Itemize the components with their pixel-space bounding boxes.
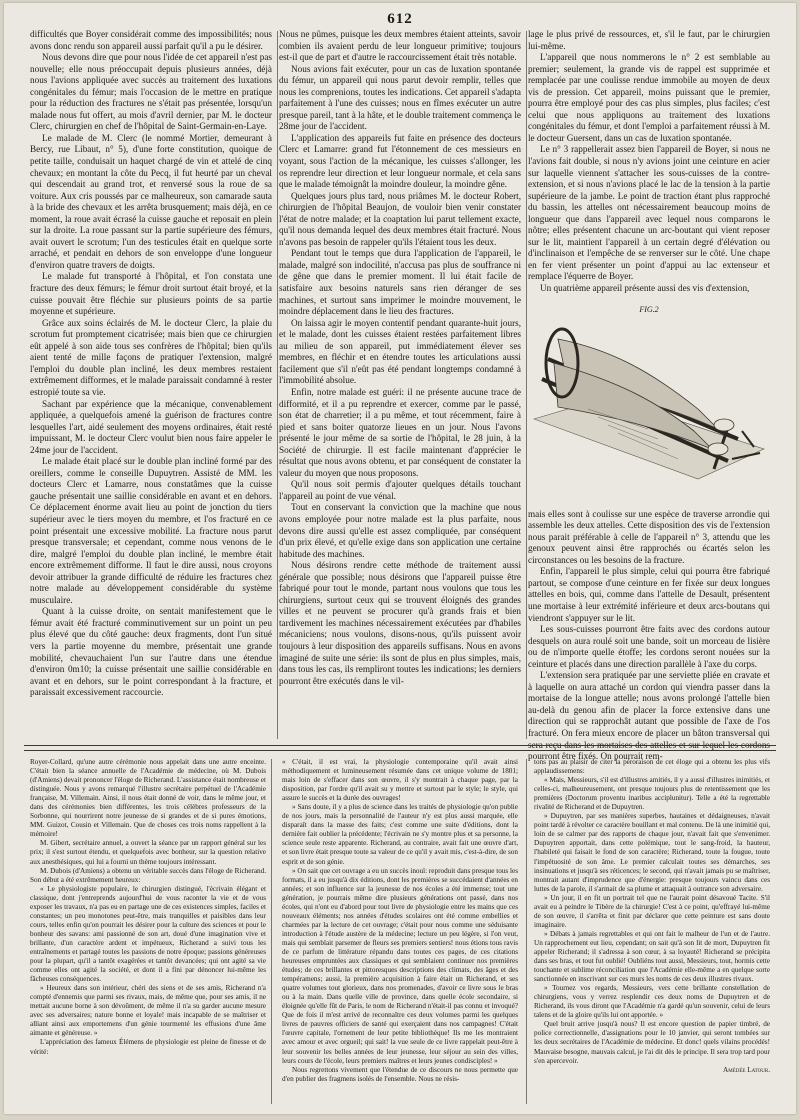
figure-label: FIG.2 [639, 304, 659, 314]
feuilleton-section [30, 758, 770, 1104]
page-number: 612 [387, 11, 413, 27]
article-column-2 [279, 29, 521, 741]
paragraph: Le malade fut transporté à l'hôpital, et l'on constata une fracture des deux fémurs; le fémur droit surtout était broyé, et la cuisse pouvait être fléchie sur plusieurs points de sa partie moyenne et supérieure. [30, 271, 272, 317]
paragraph: Grâce aux soins éclairés de M. le docteur Clerc, la plaie du scrotum fut promptement cicatrisée; mais bien que ce chirurgien eût appelé à son aide tous ses confrères de l'hôpital; bien qu'ils aient tenté de mille façons de pratiquer l'extension, malgré l'emploi du double plan incliné, les deux membres restaient extrêmement difformes, et le malade paraissait condamné à rester estropié toute sa vie. [30, 317, 272, 397]
paragraph: « C'était, il est vrai, la physiologie contemporaine qu'il avait ainsi méthodiquement et lumineusement résumée dans cet unique volume de 1801; mais loin de s'effacer dans son œuvre, il s'y montrait à chaque page, par la disposition, par l'ordre qu'il avait su y mettre et surtout par le style; le style, qui assure le succès et la durée des ouvrages! [282, 758, 518, 803]
paragraph: L'extension sera pratiquée par une serviette pliée en cravate et à laquelle on aura attaché un cordon qui viendra passer dans la mortaise de la longue attelle; nous avons prolongé l'attelle bien au-delà du genou afin de placer la force extensive dans une direction qui se rapprochât autant que possible de l'axe de l'os fracturé. On fera mieux encore de placer un bâton transversal qui sera reçu dans les mortaises des attelles et sur lequel les cordons pourront être fixés. On pourrait rem- [528, 670, 770, 762]
section-divider [24, 745, 776, 751]
paragraph: Quant à la cuisse droite, on sentait manifestement que le fémur avait été fracturé comminutivement sur un point un peu plus élevé que du côté gauche: deux fragments, dont l'un situé vers la partie moyenne du membre, présentait une grande mobilité, chevauchaient l'un sur l'autre dans une étendue d'environ 0m10; la cuisse présentait une saillie considérable en avant et en dehors, sur le point correspondant à la fracture, et paraissait excessivement raccourcie. [30, 606, 272, 698]
feuilleton-column-1 [30, 758, 266, 1104]
leg-splint-illustration [528, 299, 770, 505]
paragraph: L'application des appareils fut faite en présence des docteurs Clerc et Lamarre: grand fut l'étonnement de ces messieurs en voyant, sous l'action de la mécanique, les cuisses s'allonger, les os reprendre leur direction et leur longueur normale, et cela sans que le malade témoignât la moindre douleur, la moindre gêne. [279, 132, 521, 190]
paragraph: Quel bruit arrive jusqu'à nous? Il est encore question de papier timbré, de police correctionnelle, d'assignations pour le 10 janvier, qui seront tombées sur les deux secrétaires de l'Académie de médecine. Et donc! quels vilains procédés! Mauvaise besogne, mauvais calcul, je l'ai dit dès le principe. Il sera trop tard pour s'en apercevoir. [534, 1020, 770, 1065]
paragraph: » Tournez vos regards, Messieurs, vers cette brillante constellation de chirurgiens, vous y verrez resplendir ces deux noms de Dupuytren et de Richerand, ils vous diront que l'Académie n'a gardé qu'un souvenir, celui de leurs talens et de la gloire qu'ils lui ont apportée. » [534, 984, 770, 1020]
paragraph: Le malade de M. Clerc (le nommé Mortier, demeurant à Bercy, rue Libaut, n° 5), d'une forte constitution, quoique de petite taille, conduisait un haquet chargé de vin et attelé de cinq chevaux; en montant la côte du Pecq, il fut heurté par un cheval qui descendait au grand trot, et renversé sous la roue de sa voiture. Aux cris poussés par ce malheureux, son camarade sauta à la bride des chevaux et les arrêta brusquement; mais déjà, en ce moment, la roue avait écrasé la cuisse gauche et reposait en plein sur la droite. La roue passant sur la partie supérieure des fémurs, avait ouvert le scrotum; l'un des testicules était en quelque sorte arraché, et pendait en dehors de son enveloppe d'une longueur d'environ quatre travers de doigts. [30, 132, 272, 270]
paragraph: Nous ne pûmes, puisque les deux membres étaient atteints, savoir combien ils avaient perdu de leur longueur primitive; toujours est-il que de part et d'autre le raccourcissement était très notable. [279, 29, 521, 63]
paragraph: Pendant tout le temps que dura l'application de l'appareil, le malade, malgré son indocilité, n'accusa pas plus de souffrance ni de gêne que dans le premier moment. Il lui était facile de satisfaire aux besoins naturels sans rien déranger de ses machines, et surtout sans imprimer le moindre mouvement, le moindre déplacement dans le lieu des fractures. [279, 248, 521, 317]
paragraph: Nous regrettons vivement que l'étendue de ce discours ne nous permette que d'en publier des fragmens isolés de l'ensemble. Nous ne résis- [282, 1065, 518, 1083]
paragraph: On laissa agir le moyen contentif pendant quarante-huit jours, et le malade, dont les cuisses étaient restées parfaitement libres au milieu de son appareil, put immédiatement élever ses membres, en fléchir et en étendre toutes les articulations aussi facilement que s'il n'eût pas été pendant longtemps condamné à l'immobilité absolue. [279, 317, 521, 386]
paragraph: Sachant par expérience que la mécanique, convenablement appliquée, a quelquefois amené la guérison de fractures contre lesquelles l'art, aidé seulement des moyens ordinaires, était resté impuissant, M. le docteur Clerc voulut bien nous faire appeler le 24me jour de l'accident. [30, 398, 272, 455]
paragraph: Enfin, notre malade est guéri: il ne présente aucune trace de difformité, et il a pu reprendre et exercer, comme par le passé, son état de charretier; il a pu même, et tout récemment, faire à pied et sans boiter quatorze lieues en un jour. Nous l'avons présenté le jour même de sa sortie de l'hôpital, le 28 juin, à la Société de chirurgie. Il est facile maintenant d'apprécier le résultat que nous avons obtenu, et par conséquent de constater la valeur du moyen que nous proposons. [279, 386, 521, 478]
paragraph: Qu'il nous soit permis d'ajouter quelques détails touchant l'appareil au point de vue vénal. [279, 479, 521, 501]
paragraph: Nous devons dire que pour nous l'idée de cet appareil n'est pas nouvelle; elle nous préoccupait depuis plusieurs années, déjà nous l'avions appliquée avec succès au traitement des luxations congénitales du fémur; mais l'occasion de le mettre en pratique pour la réduction des fractures ne s'était pas présentée, lorsqu'un malade nous fut offert, au mois d'avril dernier, par M. le docteur Clerc, chirurgien en chef de l'hôpital de Saint-Germain-en-Laye. [30, 52, 272, 132]
paragraph: Nous désirons rendre cette méthode de traitement aussi générale que possible; nous désirons que l'appareil puisse être fabriqué pour tout le monde, partant nous voulons que tous les chirurgiens, surtout ceux qui se trouvent éloignés des grandes villes et ne peuvent se procurer qu'à grands frais et bien tardivement les machines nécessairement exécutées par d'habiles mécaniciens; nous voulons, disons-nous, qu'ils puissent avoir toujours à leur disposition des appareils suffisans. Nous en avons imaginé de suite une série: ils sont de plus en plus simples, mais, dans tous les cas, ils rempliront toutes les indications; les derniers pourront être exécutés dans le vil- [279, 560, 521, 686]
paragraph: » On sait que cet ouvrage a eu un succès inouï: reproduit dans presque tous les formats, il a eu jusqu'à dix éditions, dont les premières se succédaient d'années en années; et son influence sur la jeunesse de nos écoles a été immense; tout une génération, je pourrais même dire plusieurs générations ont passé, dans nos écoles, qui n'ont eu d'abord pour tout livre de physiologie entre les mains que ces nouveaux éléments; nos années d'études scolaires ont été comme embellies et charmées par la lecture de cet ouvrage; c'était pour nous comme une séduisante introduction à l'étude austère de la médecine; lecture un peu légère, si l'on veut, mais qui semblait parsemer de fleurs ses premiers sentiers! nous étions tous ravis de ce parfum de littérature répandu dans toutes ces pages, de ces citations heureuses empruntées aux classiques et qui semblaient continuer nos premières études; de ces brillantes et pittoresques descriptions des climats, des âges et des tempéramens; aussi, la première acquisition à faire était un Richerand, et ses quatre volumes tout glorieux, dans nos promenades, d'avoir ce livre sous le bras ou à la main. Dans quelle ville de province, dans quelle école secondaire, si éloignée qu'elle fût de Paris, le nom de Richerand n'était-il pas connu et invoqué? Que de fois il m'est arrivé de reconnaître ces deux volumes parmi les quelques livres de pauvres officiers de santé qui exerçaient dans nos campagnes! C'était l'œuvre capitale, l'ornement de leur petite bibliothèque! Ils me les montraient avec amour et avec orgueil; qui sait! la vue seule de ce livre rappelait peut-être à leur souvenir les belles années de leur jeunesse, leur séjour au sein des villes, leurs cours de l'école, leurs premiers maîtres et leurs jeunes condisciples! » [282, 866, 518, 1065]
paragraph: difficultés que Boyer considérait comme des impossibilités; nous avons donc rendu son appareil aussi parfait qu'il a pu le désirer. [30, 29, 272, 51]
article-column-1 [30, 29, 272, 741]
paragraph: » Débats à jamais regrettables et qui ont fait le malheur de l'un et de l'autre. Un rapprochement eut lieu, cependant; on sait qu'à son lit de mort, Dupuytren fit appeler Richerand; il s'adressa à son cœur, à sa loyauté! Richerand se précipita dans ses bras, et tout fut oublié! Oubliéns tout aussi, Messieurs, tout, hormis cette touchante et sublime réconciliation que l'Académie elle-même a en quelque sorte sanctionnée en inscrivant sur ces murs les noms de ces deux illustres rivaux. [534, 929, 770, 984]
paragraph: » Dupuytren, par ses manières superbes, hautaines et dédaigneuses, n'avait point tardé à révolter ce caractère bouillant et mal contenu. De là une inimitié qui, loin de se calmer par des rapports de chaque jour, n'avait fait que s'envenimer. Dupuytren apportait, dans cette polémique, tout le sang-froid, la hauteur, l'habileté qui faisait le fond de son caractère; Richerand, toute la fougue, toute l'impétuosité de son âme. Le premier calculait toutes ses démarches, ses insinuations et jusqu'à ses réticences; le second, qui n'avait jamais pu se maîtriser, montrait autant d'imprudence que d'énergie: presque toujours vaincu dans ces luttes de la parole, il s'armait de sa plume et attaquait à outrance son adversaire. [534, 812, 770, 893]
feuilleton-column-3 [534, 758, 770, 1104]
paragraph: » Un jour, il en fit un portrait tel que ne l'aurait point désavoué Tacite. S'il avait eu à peindre le Tibère de la chirurgie! C'est à ce point, qu'effrayé lui-même de son œuvre, il s'arrêta et finit par déclarer que cette peinture est sans doute imaginaire. [534, 893, 770, 929]
paragraph: Tout en conservant la conviction que la machine que nous avons employée pour notre malade est la plus parfaite, nous devons dire aussi qu'elle est assez compliquée, par conséquent d'un prix élevé, et qu'elle exige dans son application une certaine habitude des machines. [279, 502, 521, 559]
paragraph: Le n° 3 rappellerait assez bien l'appareil de Boyer, si nous ne l'avions fait double, si nous n'y avions joint une ceinture en acier sur laquelle viennent s'attacher les sous-cuisses de la contre-extension, et si nous n'avions placé le lac de la tension à la partie supérieure de la jambe. Le point de traction étant plus rapproché du bassin, les attelles ont nécessairement beaucoup moins de longueur que dans l'appareil avec lequel nous comparons le nôtre; elles présentent chacune un arc-boutant qui vient reposer sur le lit, maintient l'appareil à un certain degré d'élévation ou d'inclinaison et l'empêche de se renverser sur le côté. Une chape en fer vient présenter un point d'appui au lac extenseur et remplace l'équerre de Boyer. [528, 144, 770, 282]
paragraph: Royer-Collard, qu'une autre cérémonie nous appelait dans une autre enceinte. C'était bien la séance annuelle de l'Académie de médecine, où M. Dubois (d'Amiens) devait prononcer l'éloge de Richerand. L'assistance était nombreuse et distinguée. Nous y avons remarqué l'illustre secrétaire perpétuel de l'Académie française, M. Villemain. Ainsi, il nous était donné de voir, dans le même jour, et dans des cérémonies bien différentes, les trois célèbres professeurs de la Sorbonne, qui nourrirent notre jeunesse de si grandes et de si pures émotions, MM. Guizot, Cousin et Villemain. Que de choses ces trois noms rappellent à la mémoire! [30, 758, 266, 839]
paragraph: » Heureux dans son intérieur, chéri des siens et de ses amis, Richerand n'a compté d'ennemis que parmi ses rivaux, mais, de même que, pour ses amis, il ne mettait aucune borne à son dévoûment, de même il n'a su garder aucune mesure avec ses adversaires; nature bonne et loyale! mais incapable de se maîtriser et alliant ainsi aux emportemens d'un génie tourmenté les effusions d'une âme aimante et généreuse. » [30, 984, 266, 1038]
feuilleton-column-2 [282, 758, 518, 1104]
article-column-3 [528, 29, 770, 762]
figure-2-engraving [528, 299, 770, 505]
paragraph: Nous avions fait exécuter, pour un cas de luxation spontanée du fémur, un appareil qui nous parut devoir remplir, telles que nous les comprenions, toutes les indications. Cet appareil s'adapta parfaitement à l'une des cuisses; nous en fîmes exécuter un autre presque pareil, tant à la hâte, et le double traitement commença le 28me jour de l'accident. [279, 63, 522, 132]
paragraph: » Sans doute, il y a plus de science dans les traités de physiologie qu'on publie de nos jours, mais la personnalité de l'auteur n'y est plus aussi marquée, elle disparaît dans la masse des faits; c'est comme une suite d'éditions, dont la dernière fait oublier la précédente; l'écrivain ne s'y montre plus et sa personne, la science seule reste apparente. Richerand, au contraire, avait fait une œuvre d'art, et son livre était presque toute sa valeur de ce qu'il y avait mis, c'est-à-dire, de son esprit et de son génie. [282, 803, 518, 866]
paragraph: « Mais, Messieurs, s'il est d'illustres amitiés, il y a aussi d'illustres inimitiés, et celles-ci, malheureusement, ont presque toujours plus de retentissement que les premières (Doctorum proventu inaribus acciplunitur). Telle a été la regrettable rivalité de Richerand et de Dupuytren. [534, 776, 770, 812]
paragraph: Les sous-cuisses pourront être faits avec des cordons autour desquels on aura roulé soit une bande, soit un morceau de lisière ou de n'importe quelle étoffe; les cordons seront nouées sur la ceinture et placés dans une direction parallèle à l'axe du corps. [528, 624, 770, 669]
paragraph: lage le plus privé de ressources, et, s'il le faut, par le chirurgien lui-même. [528, 29, 770, 51]
main-article [30, 29, 770, 762]
paragraph: tons pas au plaisir de citer la péroraison de cet éloge qui a obtenu les plus vifs applaudissemens: [534, 758, 770, 776]
paragraph: Un quatrième appareil présente aussi des vis d'extension, [540, 283, 750, 294]
paragraph: L'appareil que nous nommerons le n° 2 est semblable au premier; seulement, la grande vis de rappel est supprimée et remplacée par une coulisse rendue immobile au moyen de deux vis de pression. Cet appareil, moins puissant que le premier, pourra être employé pour des cas plus simples, plus faciles; c'est celui que nous appliquons au traitement des luxations congénitales du fémur, et dont l'emploi a parfaitement réussi à M. le docteur Guersent, dans un cas de luxation spontanée. [528, 52, 770, 143]
paragraph: mais elles sont à coulisse sur une espèce de traverse arrondie qui assemble les deux attelles. Cette disposition des vis de l'extension nous parait préférable à celle de l'appareil n° 3, attendu que les genoux peuvent ainsi être rapprochés ou écartés selon les circonstances ou les besoins de la fracture. [528, 508, 770, 565]
newspaper-page [4, 3, 796, 1114]
paragraph: M. Dubois (d'Amiens) a obtenu un véritable succès dans l'éloge de Richerand. Son début a été extrêmement heureux: [30, 866, 266, 884]
paragraph: Quelques jours plus tard, nous priâmes M. le docteur Robert, chirurgien de l'hôpital Beaujon, de vouloir bien venir constater l'état de notre malade; et la coaptation lui parut tellement exacte, qu'il nous demanda lequel des deux membres était fracturé. Nous n'avons pas besoin de rappeler qu'ils l'étaient tous les deux. [279, 190, 521, 247]
paragraph: Enfin, l'appareil le plus simple, celui qui pourra être fabriqué partout, se compose d'une ceinture en fer fixée sur deux longues attelles en bois, qui, comme dans l'attelle de Desault, présentent une mortaise à leur extrémité inférieure et deux arcs-boutans qui viendront s'appuyer sur le lit. [528, 566, 770, 623]
paragraph: « Le physiologiste populaire, le chirurgien distingué, l'écrivain élégant et classique, dont j'entreprends aujourd'hui de vous raconter la vie et de vous exposer les travaux, n'a pas eu en partage une de ces existences simples, faciles et constantes; un peu monotones peut-être, mais tranquilles et paisibles dans leur cours, telles enfin qu'on pourrait les désirer pour la culture des sciences et pour le bonheur des savans: ami passionné de son art, doué d'une imagination vive et brillante, d'un caractère ardent et impétueux, Richerand a suivi tous les entraînements et partagé toutes les passions de notre époque; passions généreuses pour la plupart, qu'il a tantôt exagérées et tantôt devancées; qui ont agité sa vie comme elles ont agité la société, et dont il a fini par dénoncer lui-même les fâcheuses conséquences. [30, 884, 266, 984]
paragraph: L'appréciation des fameux Élémens de physiologie est pleine de finesse et de vérité: [30, 1038, 266, 1056]
author-signature: Amédée Latour. [723, 1065, 770, 1074]
paragraph: Le malade était placé sur le double plan incliné formé par des oreillers, comme le conseille Dupuytren. Assisté de MM. les docteurs Clerc et Lamarre, nous constatâmes que la cuisse gauche présentait une saillie considérable en avant et en dehors. Ce déplacement énorme avait lieu au point de jonction du tiers supérieur avec le tiers moyen du membre, et l'os fracturé en ce point présentait une excessive mobilité. La fracture nous parut presque transversale; et cependant, comme nous venons de le dire, malgré l'emploi du double plan incliné, le membre était encore extrêmement difforme. Il faut le dire aussi, nous croyons devoir attribuer la grande difficulté de réduire les fractures chez notre malade au développement considérable du système musculaire. [30, 456, 272, 605]
paragraph: M. Gibert, secrétaire annuel, a ouvert la séance par un rapport général sur les prix; il s'est surtout étendu, et quelquefois avec bonheur, sur la question relative aux anesthésiques, qui lui a fourni un thème toujours intéressant. [30, 839, 266, 866]
